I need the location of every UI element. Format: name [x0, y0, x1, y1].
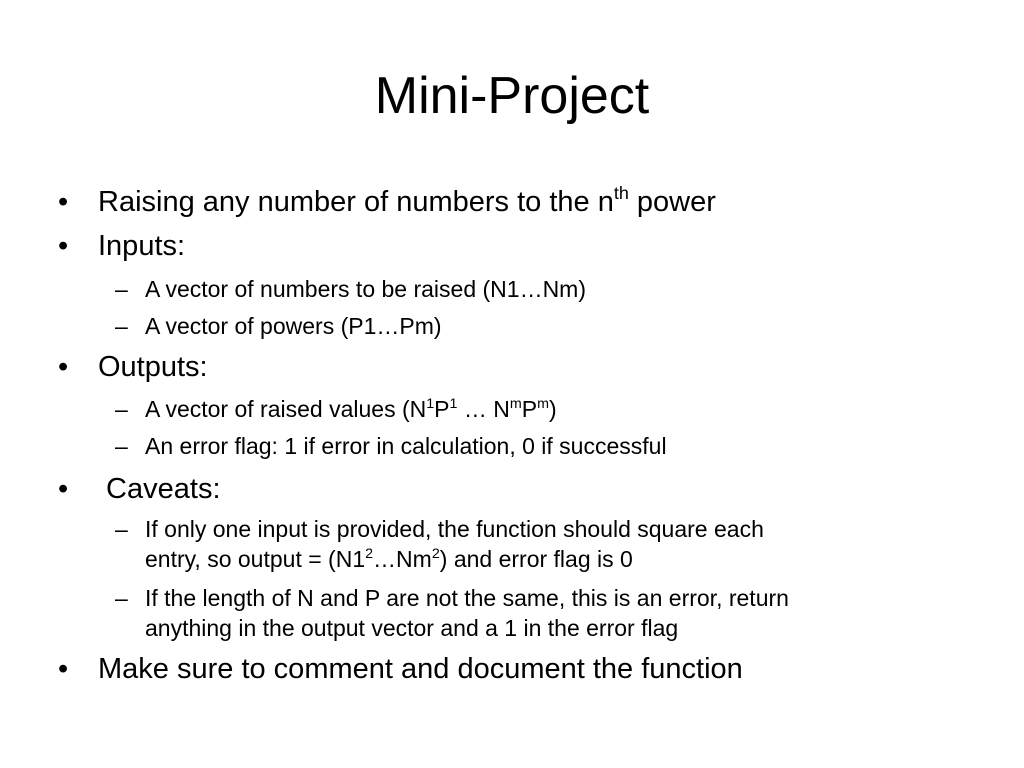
bullet-text-part: Raising any number of numbers to the n: [98, 186, 614, 218]
superscript: m: [509, 395, 522, 412]
bullet-marker: •: [58, 351, 69, 383]
subbullet-text: [145, 394, 557, 424]
text-part: ): [548, 396, 557, 422]
bullet-text: Outputs:: [98, 351, 208, 383]
bullet-caveats: [58, 472, 958, 506]
bullet-document: [58, 652, 958, 686]
text-part: A vector of raised values (N: [145, 396, 427, 422]
bullet-text: Caveats:: [98, 473, 221, 505]
slide-title: Mini-Project: [374, 67, 650, 125]
superscript: m: [537, 395, 549, 412]
text-part: …Nm: [373, 546, 432, 572]
subbullet-caveats-oneinput: [115, 514, 975, 574]
dash-marker: –: [115, 276, 128, 302]
subbullet-text: An error flag: 1 if error in calculation, 0 if successful: [145, 433, 667, 459]
subbullet-text: A vector of numbers to be raised (N1…Nm): [145, 276, 586, 302]
text-line: anything in the output vector and a 1 in the error flag: [145, 615, 679, 641]
superscript: 1: [449, 395, 458, 412]
subbullet-text: [145, 583, 789, 643]
subbullet-outputs-errorflag: [115, 431, 975, 461]
dash-marker: –: [115, 433, 128, 459]
subbullet-inputs-numbers: [115, 274, 975, 304]
superscript: 2: [365, 545, 374, 562]
superscript: 1: [426, 395, 435, 412]
bullet-outputs: [58, 350, 958, 384]
dash-marker: –: [115, 313, 128, 339]
text-part: P: [434, 396, 450, 422]
subbullet-outputs-values: [115, 394, 975, 424]
subbullet-caveats-length: [115, 583, 975, 643]
bullet-raising: [58, 185, 958, 219]
text-line: [145, 544, 764, 574]
subbullet-text: A vector of powers (P1…Pm): [145, 313, 442, 339]
text-line: If the length of N and P are not the same, this is an error, return: [145, 585, 789, 611]
superscript: th: [613, 183, 629, 204]
dash-marker: –: [115, 585, 128, 611]
superscript: 2: [431, 545, 440, 562]
bullet-text: [98, 185, 716, 219]
bullet-marker: •: [58, 230, 69, 262]
bullet-marker: •: [58, 473, 69, 505]
bullet-marker: •: [58, 653, 69, 685]
text-part: … N: [457, 396, 510, 422]
subbullet-inputs-powers: [115, 311, 975, 341]
dash-marker: –: [115, 396, 128, 422]
subbullet-text: [145, 514, 764, 574]
bullet-text: Inputs:: [98, 230, 186, 262]
bullet-marker: •: [58, 186, 69, 218]
bullet-text: Make sure to comment and document the function: [98, 653, 743, 685]
bullet-inputs: [58, 229, 958, 263]
text-part: ) and error flag is 0: [439, 546, 633, 572]
dash-marker: –: [115, 516, 128, 542]
text-part: P: [521, 396, 538, 422]
text-line: If only one input is provided, the function should square each: [145, 516, 764, 542]
bullet-text-part: power: [628, 186, 716, 218]
text-part: entry, so output = (N1: [145, 546, 366, 572]
